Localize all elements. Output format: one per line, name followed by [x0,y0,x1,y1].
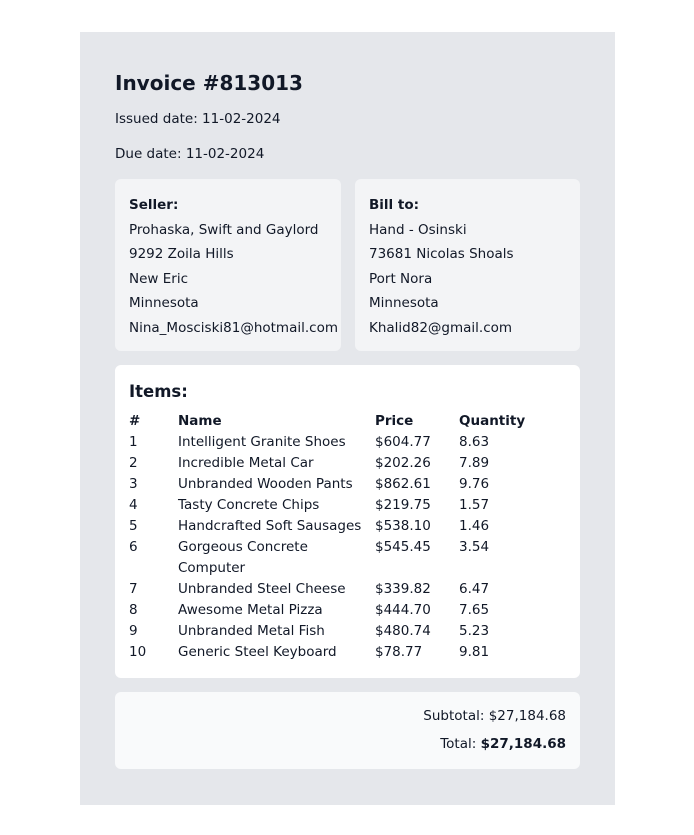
item-name: Generic Steel Keyboard [178,644,337,660]
item-number: 2 [129,455,138,471]
item-quantity: 7.65 [459,602,490,618]
item-name: Unbranded Steel Cheese [178,581,346,597]
issued-date: Issued date: 11-02-2024 [115,111,281,127]
invoice-card [80,32,615,805]
seller-state: Minnesota [129,295,199,311]
table-row [129,474,549,495]
buyer-name: Hand - Osinski [369,221,467,238]
item-quantity: 1.57 [459,497,490,513]
buyer-email: Khalid82@gmail.com [369,319,513,336]
subtotal-label: Subtotal: [423,708,485,724]
items-card [115,365,580,678]
total-label: Total: [440,736,477,752]
total-row [129,734,566,754]
item-price: $78.77 [375,644,423,660]
item-quantity: 9.81 [459,644,490,660]
item-number: 1 [129,434,138,450]
column-header-quantity: Quantity [459,413,526,429]
item-price: $339.82 [375,581,431,597]
due-date: Due date: 11-02-2024 [115,146,265,162]
invoice-title: Invoice #813013 [115,71,303,95]
bill-to-label: Bill to: [369,197,419,213]
column-header-price: Price [375,413,414,429]
items-table [129,411,549,663]
item-name: Unbranded Wooden Pants [178,476,353,492]
item-number: 5 [129,518,138,534]
table-row [129,495,549,516]
item-price: $219.75 [375,497,431,513]
table-row [129,579,549,600]
item-number: 3 [129,476,138,492]
table-row [129,621,549,642]
item-name: Awesome Metal Pizza [178,602,323,618]
buyer-state: Minnesota [369,295,439,311]
item-name: Gorgeous Concrete Computer [178,539,308,576]
item-name: Handcrafted Soft Sausages [178,518,362,534]
item-name: Unbranded Metal Fish [178,623,325,639]
item-price: $444.70 [375,602,431,618]
seller-card [115,179,341,351]
item-price: $202.26 [375,455,431,471]
item-quantity: 7.89 [459,455,490,471]
item-quantity: 1.46 [459,518,490,534]
table-row [129,642,549,663]
seller-name: Prohaska, Swift and Gaylord [129,221,319,238]
items-title: Items: [129,382,188,401]
item-price: $604.77 [375,434,431,450]
parties-section [115,179,580,351]
table-row [129,516,549,537]
item-price: $538.10 [375,518,431,534]
buyer-city: Port Nora [369,270,433,287]
item-price: $480.74 [375,623,431,639]
item-price: $862.61 [375,476,431,492]
item-number: 6 [129,539,138,555]
column-header-name: Name [178,413,222,429]
item-quantity: 9.76 [459,476,490,492]
seller-email: Nina_Mosciski81@hotmail.com [129,319,338,336]
item-quantity: 3.54 [459,539,490,555]
item-number: 7 [129,581,138,597]
subtotal-row [129,706,566,726]
item-number: 10 [129,644,147,660]
subtotal-value: $27,184.68 [488,708,566,724]
table-row [129,600,549,621]
item-quantity: 5.23 [459,623,490,639]
item-number: 9 [129,623,138,639]
total-value: $27,184.68 [480,736,566,752]
item-number: 8 [129,602,138,618]
totals-card [115,692,580,769]
seller-city: New Eric [129,270,188,287]
table-row [129,453,549,474]
item-quantity: 8.63 [459,434,490,450]
item-name: Tasty Concrete Chips [178,497,320,513]
bill-to-card [355,179,580,351]
table-row [129,537,549,579]
seller-label: Seller: [129,197,179,213]
buyer-street: 73681 Nicolas Shoals [369,246,514,262]
item-name: Incredible Metal Car [178,455,314,471]
items-header-row [129,411,549,432]
column-header-number: # [129,413,141,429]
seller-street: 9292 Zoila Hills [129,246,234,262]
item-number: 4 [129,497,138,513]
item-price: $545.45 [375,539,431,555]
item-quantity: 6.47 [459,581,490,597]
table-row [129,432,549,453]
item-name: Intelligent Granite Shoes [178,434,346,450]
